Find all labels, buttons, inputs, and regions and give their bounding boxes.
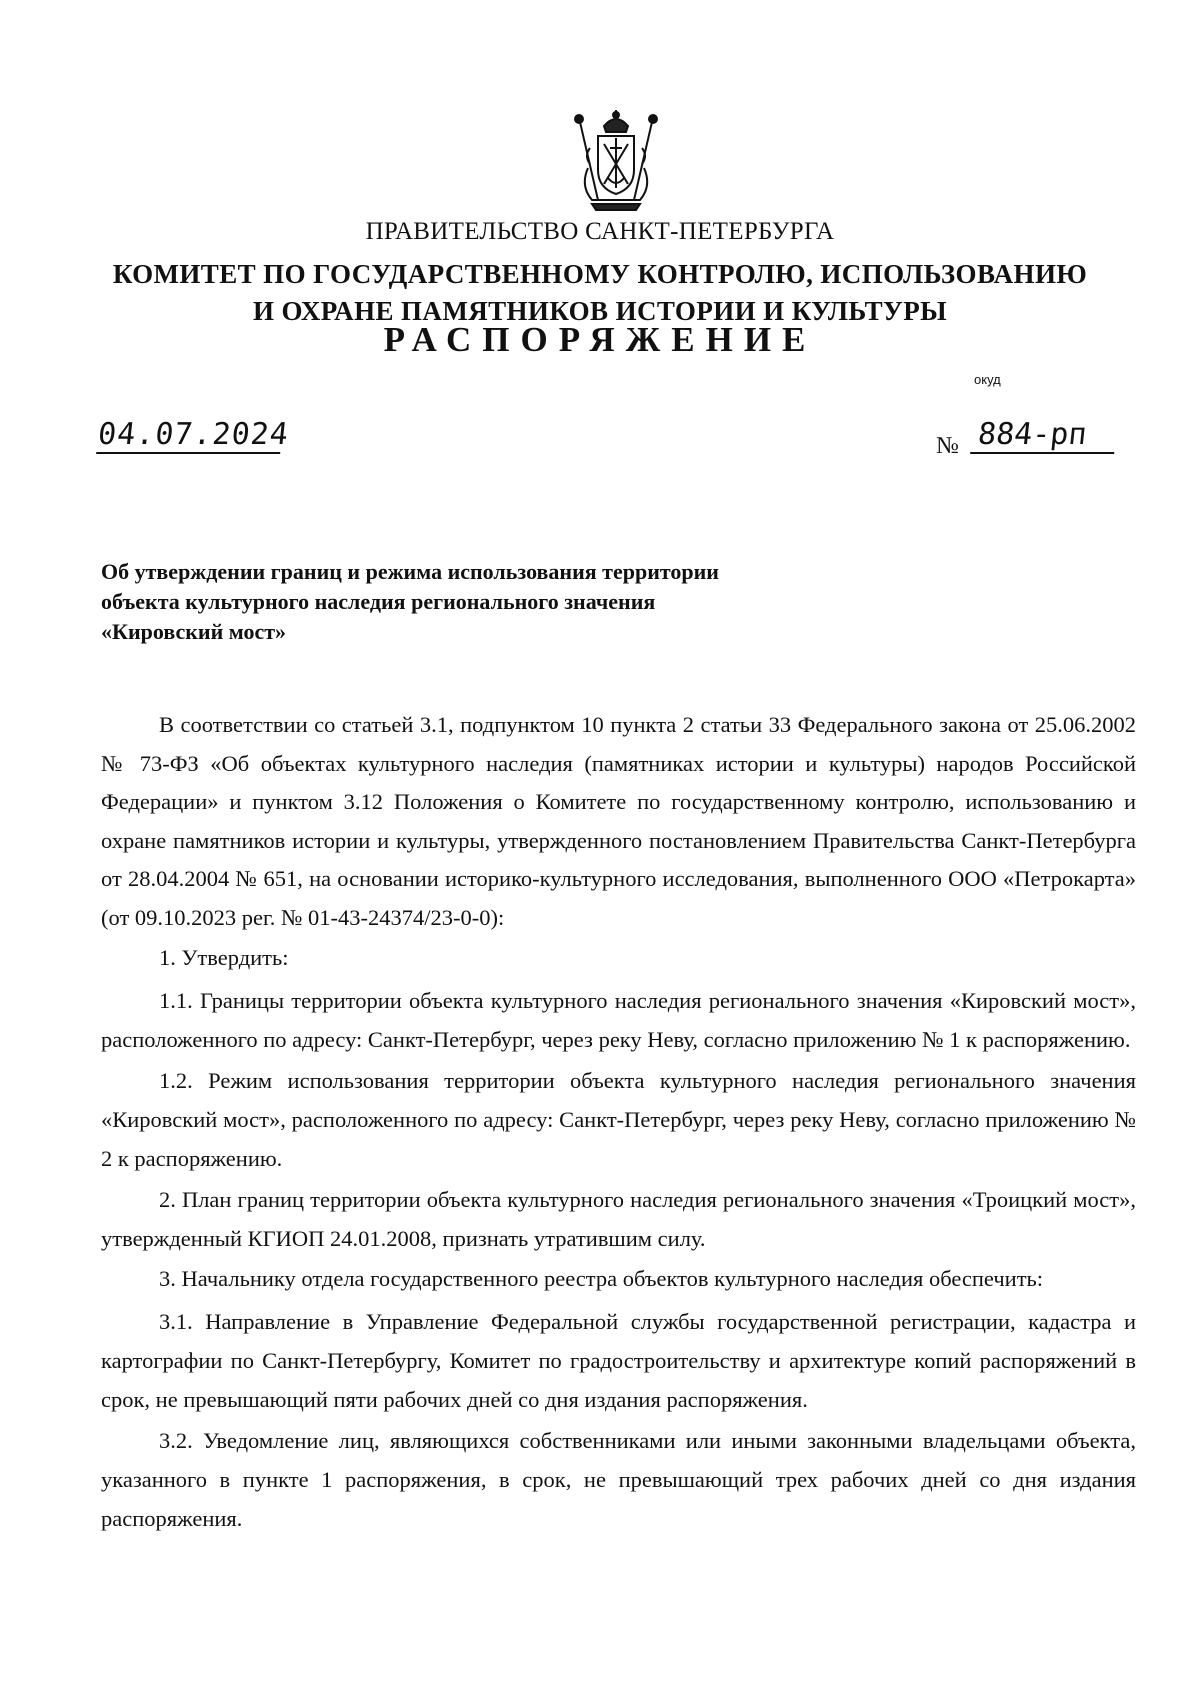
paragraph-3-2: 3.2. Уведомление лиц, являющихся собственниками или иными законными владельцами объекта, указанного в пункте 1 распоряжения, в срок, не превышающий трех рабочих дней со дня издания распоряжения.	[101, 1428, 1136, 1531]
paragraph-2: 2. План границ территории объекта культурного наследия регионального значения «Троицкий мост», утвержденный КГИОП 24.01.2008, признать утратившим силу.	[101, 1187, 1136, 1251]
subject-line-2: объекта культурного наследия регионального значения	[101, 589, 656, 614]
handwritten-date: 04.07.2024	[96, 417, 291, 452]
subject-line-3: «Кировский мост»	[101, 619, 287, 644]
coat-of-arms-icon	[570, 108, 662, 214]
okud-label: окуд	[974, 372, 1001, 387]
subject-line-1: Об утверждении границ и режима использования территории	[101, 559, 719, 584]
document-type-title: РАСПОРЯЖЕНИЕ	[383, 320, 817, 359]
document-subject	[101, 557, 901, 647]
paragraph-3-1: 3.1. Направление в Управление Федеральной службы государственной регистрации, кадастра и картографии по Санкт-Петербургу, Комитет по градостроительству и архитектуре копий распоряжений в срок, не превышающий пяти рабочих дней со дня издания распоряжения.	[101, 1309, 1136, 1412]
paragraph-3: 3. Начальнику отдела государственного реестра объектов культурного наследия обеспечить:	[159, 1266, 1044, 1291]
committee-name-line-2: И ОХРАНЕ ПАМЯТНИКОВ ИСТОРИИ И КУЛЬТУРЫ	[252, 296, 947, 326]
paragraph-1-1: 1.1. Границы территории объекта культурного наследия регионального значения «Кировский мост», расположенного по адресу: Санкт-Петербург, через реку Неву, согласно приложению № 1 к распоряжению.	[101, 988, 1136, 1052]
handwritten-document-number: 884-рп	[970, 418, 1118, 454]
preamble-paragraph: В соответствии со статьей 3.1, подпунктом 10 пункта 2 статьи 33 Федерального закона от 25.06.2002 № 73-ФЗ «Об объектах культурного наследия (памятниках истории и культуры) народов Российской Федерации» и пунктом 3.12 Положения о Комитете по государственному контролю, использованию и охране памятников истории и культуры, утвержденного постановлением Правительства Санкт-Петербурга от 28.04.2004 № 651, на основании историко-культурного исследования, выполненного ООО «Петрокарта» (от 09.10.2023 рег. № 01-43-24374/23-0-0):	[101, 712, 1136, 930]
paragraph-1-2: 1.2. Режим использования территории объекта культурного наследия регионального значения «Кировский мост», расположенного по адресу: Санкт-Петербург, через реку Неву, согласно приложению № 2 к распоряжению.	[101, 1068, 1136, 1171]
committee-name-line-1: КОМИТЕТ ПО ГОСУДАРСТВЕННОМУ КОНТРОЛЮ, ИСПОЛЬЗОВАНИЮ	[112, 259, 1088, 289]
paragraph-1: 1. Утвердить:	[159, 945, 289, 970]
government-name: ПРАВИТЕЛЬСТВО САНКТ-ПЕТЕРБУРГА	[365, 218, 835, 245]
committee-name	[0, 256, 1200, 330]
number-sign: №	[936, 433, 959, 459]
document-body	[101, 706, 1136, 1540]
